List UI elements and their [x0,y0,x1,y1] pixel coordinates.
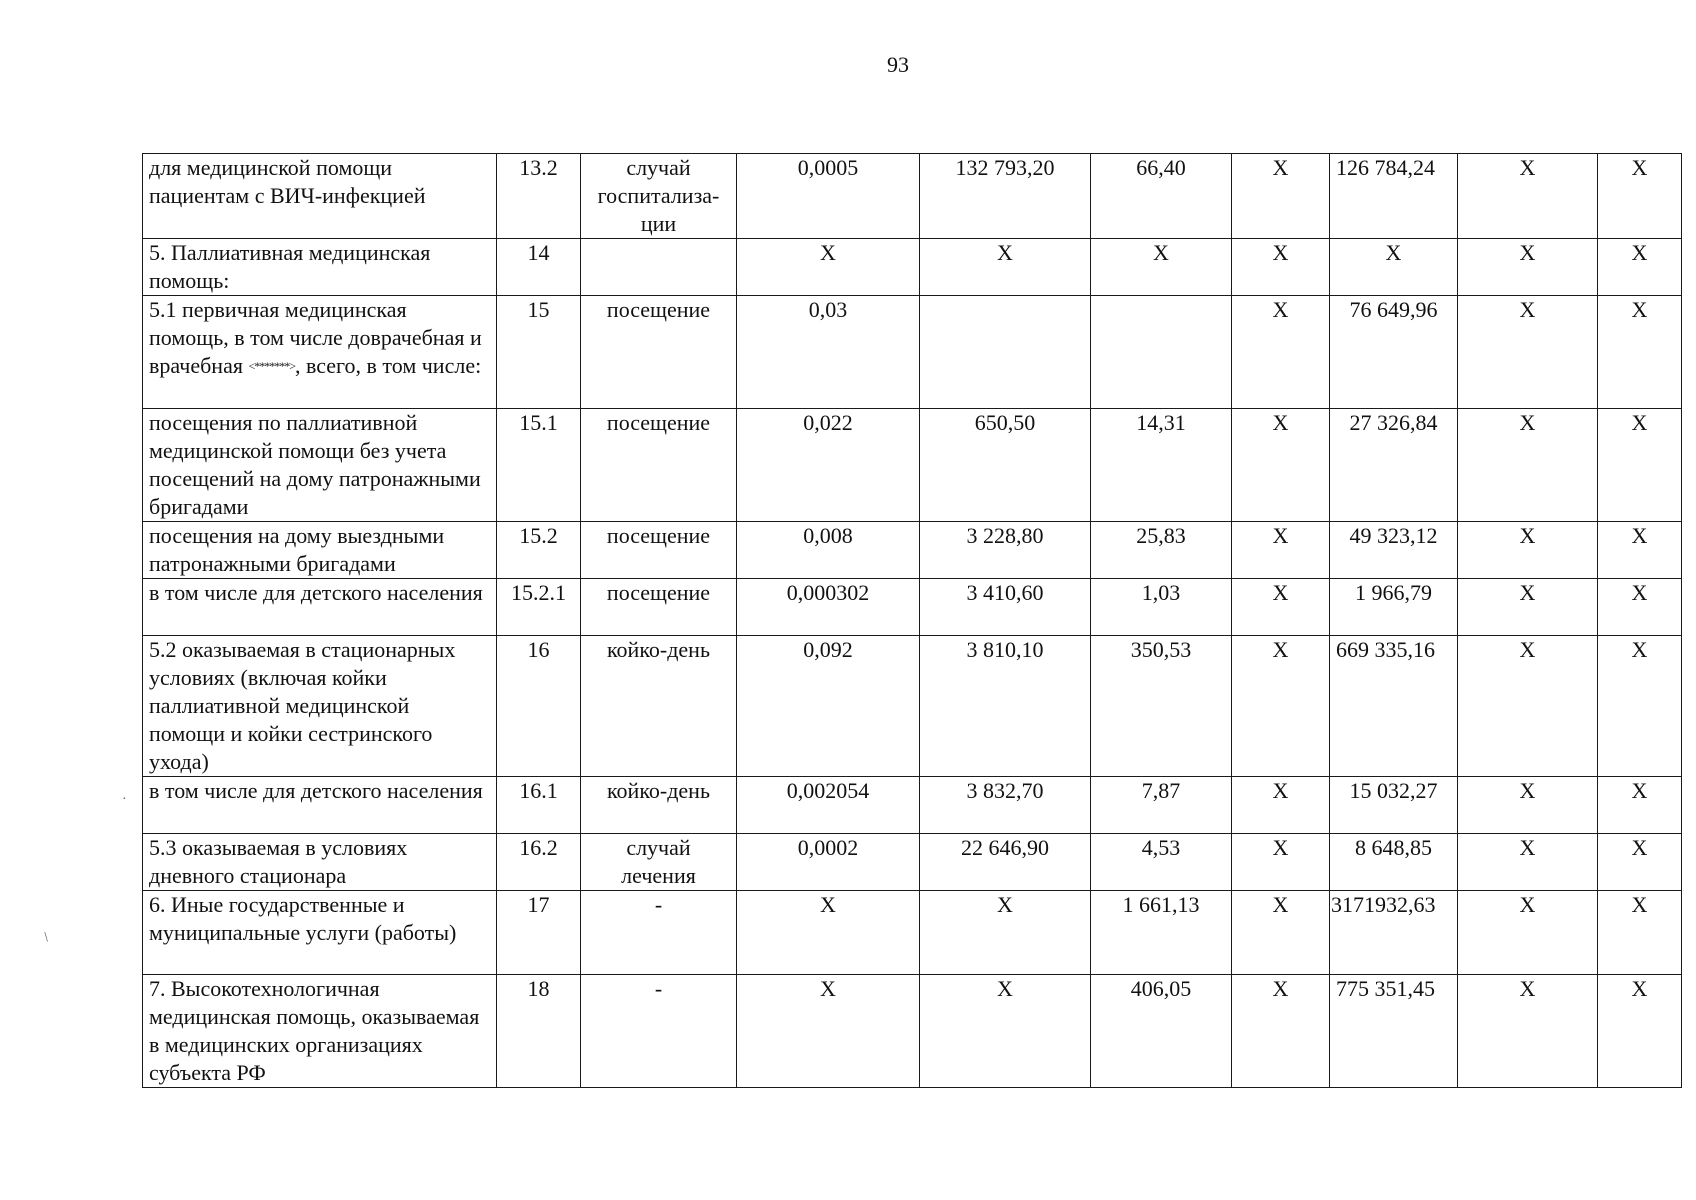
row-unit: - [581,891,737,975]
row-c8: 669 335,16 [1330,636,1458,777]
row-c10: X [1598,834,1682,891]
row-c5: 132 793,20 [920,154,1091,239]
row-c9: X [1458,636,1598,777]
row-name: 6. Иные государственные и муниципальные услуги (работы) [143,891,497,975]
row-name: в том числе для детского населения [143,579,497,636]
row-c7: X [1232,975,1330,1088]
row-c10: X [1598,239,1682,296]
row-c10: X [1598,636,1682,777]
row-unit: - [581,975,737,1088]
row-c5: 3 410,60 [920,579,1091,636]
row-c5: X [920,239,1091,296]
row-name [143,296,497,409]
row-code: 15.1 [497,409,581,522]
row-c6: 1,03 [1091,579,1232,636]
row-c8: 49 323,12 [1330,522,1458,579]
row-c5: 22 646,90 [920,834,1091,891]
row-c7: X [1232,891,1330,975]
row-unit: посещение [581,522,737,579]
table-row [143,154,1682,239]
row-name: посещения по паллиативной медицинской помощи без учета посещений на дому патронажными бригадами [143,409,497,522]
row-c8: 15 032,27 [1330,777,1458,834]
page-number: 93 [887,52,909,77]
row-c10: X [1598,777,1682,834]
row-c10: X [1598,296,1682,409]
row-c8: X [1330,239,1458,296]
row-c9: X [1458,296,1598,409]
row-c5: 3 228,80 [920,522,1091,579]
row-c6: 350,53 [1091,636,1232,777]
row-c7: X [1232,522,1330,579]
row-name: посещения на дому выездными патронажными бригадами [143,522,497,579]
row-code: 15 [497,296,581,409]
table-row [143,409,1682,522]
row-c5 [920,296,1091,409]
row-c6: 14,31 [1091,409,1232,522]
row-c6: 406,05 [1091,975,1232,1088]
row-c4: X [737,975,920,1088]
row-c6: X [1091,239,1232,296]
row-code: 14 [497,239,581,296]
table-row [143,834,1682,891]
row-unit: койко-день [581,777,737,834]
row-c8: 126 784,24 [1330,154,1458,239]
row-c9: X [1458,409,1598,522]
row-c10: X [1598,409,1682,522]
row-c10: X [1598,975,1682,1088]
row-c6: 7,87 [1091,777,1232,834]
table-row [143,296,1682,409]
row-c4: 0,022 [737,409,920,522]
row-name: 5.2 оказываемая в стационарных условиях (включая койки паллиативной медицинской помощи и койки сестринского ухода) [143,636,497,777]
row-c8: 775 351,45 [1330,975,1458,1088]
row-code: 15.2.1 [497,579,581,636]
row-name-text-tail: , всего, в том числе: [295,353,482,378]
table-row [143,579,1682,636]
row-code: 16.1 [497,777,581,834]
row-c5: 650,50 [920,409,1091,522]
row-c4: 0,002054 [737,777,920,834]
row-unit: посещение [581,296,737,409]
row-c10: X [1598,579,1682,636]
row-c9: X [1458,522,1598,579]
row-c8: 76 649,96 [1330,296,1458,409]
row-code: 18 [497,975,581,1088]
row-c4: X [737,239,920,296]
table-row [143,522,1682,579]
row-code: 13.2 [497,154,581,239]
row-c7: X [1232,636,1330,777]
row-unit: посещение [581,579,737,636]
row-unit: посещение [581,409,737,522]
table-row [143,636,1682,777]
row-c6: 1 661,13 [1091,891,1232,975]
row-name-text: 5.1 первичная медицинская помощь, в том числе доврачебная и врачебная [149,297,482,378]
row-name: 5. Паллиативная медицинская помощь: [143,239,497,296]
row-code: 16 [497,636,581,777]
scan-speck: / [40,930,53,945]
row-c5: X [920,975,1091,1088]
row-code: 17 [497,891,581,975]
row-code: 15.2 [497,522,581,579]
row-c7: X [1232,239,1330,296]
row-c4: 0,000302 [737,579,920,636]
row-c8: 27 326,84 [1330,409,1458,522]
row-c9: X [1458,834,1598,891]
data-table [142,153,1682,1088]
row-c6 [1091,296,1232,409]
row-name: для медицинской помощи пациентам с ВИЧ-инфекцией [143,154,497,239]
table-row [143,239,1682,296]
row-unit: случай лечения [581,834,737,891]
row-c10: X [1598,154,1682,239]
row-c10: X [1598,522,1682,579]
row-c9: X [1458,579,1598,636]
row-c7: X [1232,579,1330,636]
row-c9: X [1458,975,1598,1088]
row-unit: койко-день [581,636,737,777]
row-name: 7. Высокотехнологичная медицинская помощь, оказываемая в медицинских организациях субъекта РФ [143,975,497,1088]
row-c8: 1 966,79 [1330,579,1458,636]
row-c4: X [737,891,920,975]
row-c8: 3171932,63 [1330,891,1458,975]
row-c6: 25,83 [1091,522,1232,579]
row-code: 16.2 [497,834,581,891]
row-c4: 0,092 [737,636,920,777]
row-c9: X [1458,154,1598,239]
row-c6: 4,53 [1091,834,1232,891]
row-c8: 8 648,85 [1330,834,1458,891]
row-c10: X [1598,891,1682,975]
row-c4: 0,0005 [737,154,920,239]
row-c7: X [1232,409,1330,522]
scan-speck: · [122,792,127,807]
row-unit: случай госпитализа-ции [581,154,737,239]
row-name: в том числе для детского населения [143,777,497,834]
row-c7: X [1232,154,1330,239]
row-c4: 0,03 [737,296,920,409]
row-c4: 0,0002 [737,834,920,891]
row-c7: X [1232,777,1330,834]
table-row [143,891,1682,975]
row-c5: 3 832,70 [920,777,1091,834]
row-c4: 0,008 [737,522,920,579]
row-c5: 3 810,10 [920,636,1091,777]
row-c7: X [1232,834,1330,891]
row-unit [581,239,737,296]
table-row [143,777,1682,834]
row-c9: X [1458,239,1598,296]
row-c9: X [1458,891,1598,975]
row-name: 5.3 оказываемая в условиях дневного стационара [143,834,497,891]
footnote-marker: <*******> [248,359,295,373]
row-c9: X [1458,777,1598,834]
table-row [143,975,1682,1088]
row-c5: X [920,891,1091,975]
row-c7: X [1232,296,1330,409]
row-c6: 66,40 [1091,154,1232,239]
